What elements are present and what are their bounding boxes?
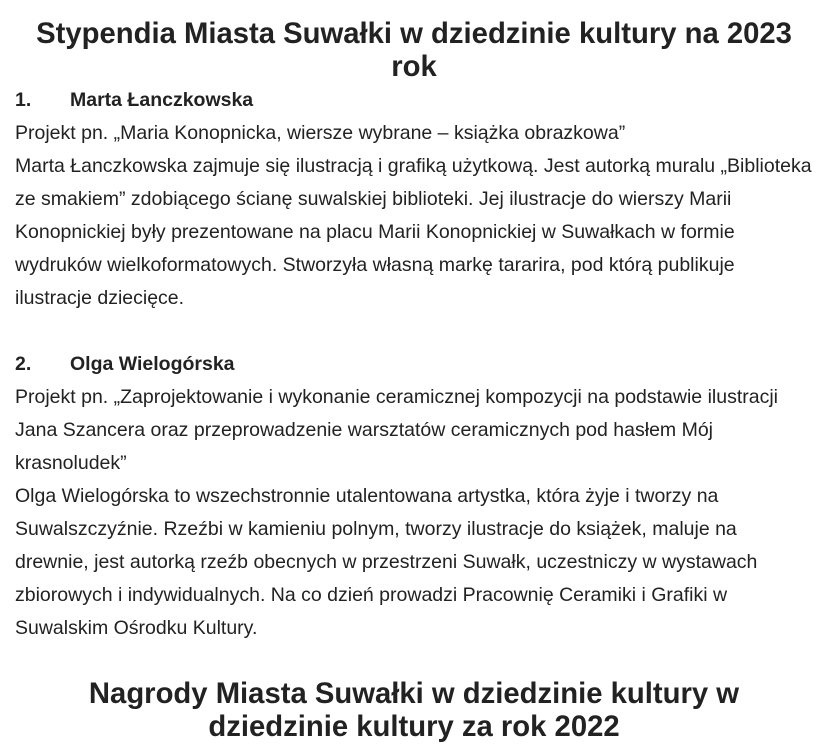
awards-heading: Nagrody Miasta Suwałki w dziedzinie kultury w dziedzinie kultury za rok 2022 bbox=[88, 678, 740, 743]
entry-project: Projekt pn. „Zaprojektowanie i wykonanie ceramicznej kompozycji na podstawie ilustracji Jana Szancera oraz przeprowadzenie warsztatów ceramicznych pod hasłem Mój krasnoludek” bbox=[15, 386, 779, 474]
entry-bio: Marta Łanczkowska zajmuje się ilustracją i grafiką użytkową. Jest autorką muralu „Biblioteka ze smakiem” zdobiącego ścianę suwalskiej biblioteki. Jej ilustracje do wierszy Marii Konopnickiej były prezentowane na placu Marii Konopnickiej w Suwałkach w formie wydruków wielkoformatowych. Stworzyła własną markę tararira, pod którą publikuje ilustracje dziecięce. bbox=[15, 155, 812, 309]
entry-title bbox=[15, 348, 813, 381]
document-body bbox=[15, 18, 813, 744]
entry-project: Projekt pn. „Maria Konopnicka, wiersze wybrane – książka obrazkowa” bbox=[15, 122, 626, 144]
stipend-entry-2 bbox=[15, 348, 813, 645]
spacer bbox=[15, 315, 813, 348]
entry-name: Marta Łanczkowska bbox=[70, 89, 254, 111]
entry-bio: Olga Wielogórska to wszechstronnie utalentowana artystka, która żyje i tworzy na Suwalszczyźnie. Rzeźbi w kamieniu polnym, tworzy ilustracje do książek, maluje na drewnie, jest autorką rzeźb obecnych w przestrzeni Suwałk, uczestniczy w wystawach zbiorowych i indywidualnych. Na co dzień prowadzi Pracownię Ceramiki i Grafiki w Suwalskim Ośrodku Kultury. bbox=[15, 485, 758, 639]
spacer bbox=[15, 645, 813, 678]
entry-name: Olga Wielogórska bbox=[70, 353, 235, 375]
stipends-heading: Stypendia Miasta Suwałki w dziedzinie kultury na 2023 rok bbox=[36, 18, 792, 83]
entry-number: 2. bbox=[15, 353, 32, 375]
stipend-entry-1 bbox=[15, 84, 813, 315]
entry-title bbox=[15, 84, 813, 117]
entry-number: 1. bbox=[15, 89, 32, 111]
